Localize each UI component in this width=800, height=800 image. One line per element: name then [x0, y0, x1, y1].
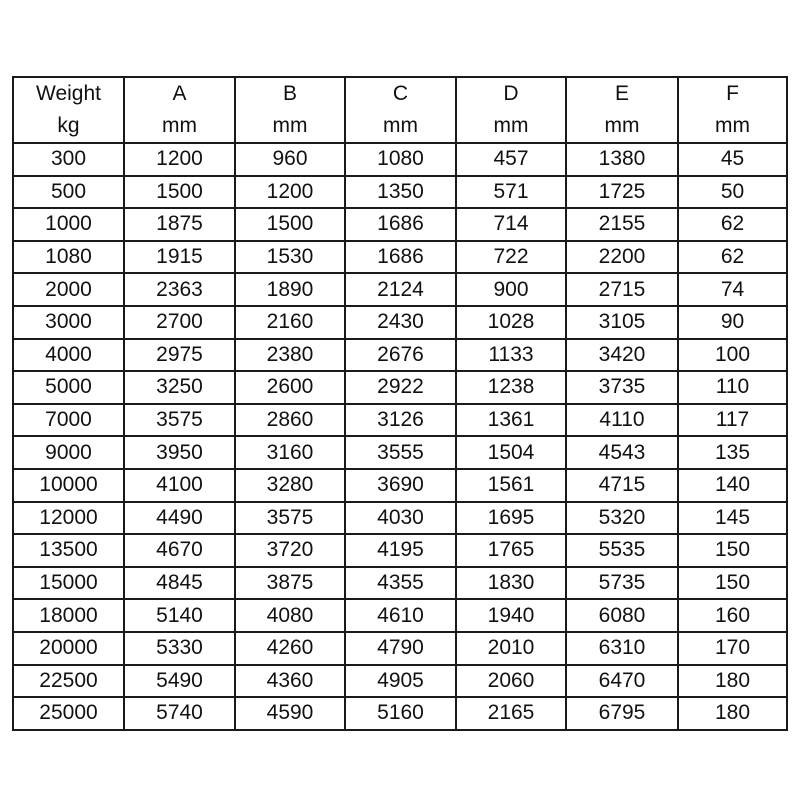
cell-c: 2124: [345, 273, 456, 306]
cell-c: 2676: [345, 339, 456, 372]
cell-c: 4610: [345, 599, 456, 632]
cell-a: 4670: [124, 534, 235, 567]
cell-weight: 20000: [13, 632, 124, 665]
header-label: B: [282, 82, 297, 105]
cell-b: 4360: [235, 665, 345, 698]
cell-c: 4355: [345, 567, 456, 600]
cell-d: 2010: [456, 632, 566, 665]
cell-weight: 2000: [13, 273, 124, 306]
cell-e: 6470: [566, 665, 678, 698]
cell-f: 140: [678, 469, 787, 502]
cell-d: 571: [456, 176, 566, 209]
cell-a: 5490: [124, 665, 235, 698]
table-row: [13, 241, 787, 274]
cell-b: 3720: [235, 534, 345, 567]
cell-b: 960: [235, 143, 345, 176]
cell-weight: 13500: [13, 534, 124, 567]
cell-f: 117: [678, 404, 787, 437]
cell-c: 4030: [345, 502, 456, 535]
cell-weight: 12000: [13, 502, 124, 535]
cell-d: 2165: [456, 697, 566, 730]
cell-d: 900: [456, 273, 566, 306]
table-row: [13, 665, 787, 698]
cell-e: 6080: [566, 599, 678, 632]
cell-a: 4100: [124, 469, 235, 502]
header-d: [456, 77, 566, 143]
cell-a: 3950: [124, 436, 235, 469]
table-row: [13, 339, 787, 372]
cell-d: 714: [456, 208, 566, 241]
header-unit: mm: [604, 114, 640, 137]
table-row: [13, 599, 787, 632]
table-row: [13, 273, 787, 306]
cell-b: 4080: [235, 599, 345, 632]
cell-weight: 7000: [13, 404, 124, 437]
cell-e: 3420: [566, 339, 678, 372]
cell-e: 2200: [566, 241, 678, 274]
cell-d: 2060: [456, 665, 566, 698]
cell-b: 1890: [235, 273, 345, 306]
cell-e: 4715: [566, 469, 678, 502]
cell-e: 5320: [566, 502, 678, 535]
cell-f: 135: [678, 436, 787, 469]
cell-a: 1200: [124, 143, 235, 176]
cell-e: 1380: [566, 143, 678, 176]
cell-e: 3735: [566, 371, 678, 404]
cell-e: 5535: [566, 534, 678, 567]
cell-f: 90: [678, 306, 787, 339]
cell-c: 4905: [345, 665, 456, 698]
header-weight: [13, 77, 124, 143]
cell-f: 50: [678, 176, 787, 209]
cell-d: 1504: [456, 436, 566, 469]
cell-f: 180: [678, 697, 787, 730]
cell-b: 3875: [235, 567, 345, 600]
table-row: [13, 404, 787, 437]
cell-f: 110: [678, 371, 787, 404]
header-label: C: [392, 82, 409, 105]
cell-a: 3575: [124, 404, 235, 437]
cell-b: 4260: [235, 632, 345, 665]
cell-e: 2155: [566, 208, 678, 241]
cell-d: 1561: [456, 469, 566, 502]
header-e: [566, 77, 678, 143]
cell-e: 2715: [566, 273, 678, 306]
cell-b: 2160: [235, 306, 345, 339]
cell-a: 2363: [124, 273, 235, 306]
header-unit: mm: [493, 114, 529, 137]
cell-weight: 15000: [13, 567, 124, 600]
cell-a: 3250: [124, 371, 235, 404]
cell-a: 1500: [124, 176, 235, 209]
dimension-table: [12, 76, 788, 731]
cell-c: 1080: [345, 143, 456, 176]
cell-e: 5735: [566, 567, 678, 600]
cell-d: 1830: [456, 567, 566, 600]
cell-d: 1695: [456, 502, 566, 535]
cell-f: 74: [678, 273, 787, 306]
cell-f: 100: [678, 339, 787, 372]
cell-c: 3555: [345, 436, 456, 469]
cell-c: 2430: [345, 306, 456, 339]
table-body: [13, 143, 787, 730]
cell-weight: 500: [13, 176, 124, 209]
cell-a: 2975: [124, 339, 235, 372]
header-unit: mm: [383, 114, 418, 137]
cell-a: 5140: [124, 599, 235, 632]
cell-weight: 1000: [13, 208, 124, 241]
cell-f: 160: [678, 599, 787, 632]
header-label: A: [172, 82, 187, 105]
table-row: [13, 502, 787, 535]
header-b: [235, 77, 345, 143]
cell-c: 2922: [345, 371, 456, 404]
cell-d: 1765: [456, 534, 566, 567]
cell-b: 2600: [235, 371, 345, 404]
cell-b: 1500: [235, 208, 345, 241]
cell-f: 170: [678, 632, 787, 665]
cell-f: 62: [678, 241, 787, 274]
cell-a: 4490: [124, 502, 235, 535]
cell-c: 4195: [345, 534, 456, 567]
table-header: [13, 77, 787, 143]
cell-b: 1200: [235, 176, 345, 209]
header-label: E: [614, 82, 629, 105]
table-row: [13, 632, 787, 665]
cell-f: 145: [678, 502, 787, 535]
cell-f: 150: [678, 534, 787, 567]
cell-weight: 300: [13, 143, 124, 176]
cell-d: 1361: [456, 404, 566, 437]
cell-b: 3575: [235, 502, 345, 535]
cell-a: 4845: [124, 567, 235, 600]
cell-f: 45: [678, 143, 787, 176]
cell-weight: 22500: [13, 665, 124, 698]
cell-f: 150: [678, 567, 787, 600]
table-row: [13, 469, 787, 502]
cell-b: 2380: [235, 339, 345, 372]
header-a: [124, 77, 235, 143]
cell-a: 5330: [124, 632, 235, 665]
header-unit: mm: [715, 114, 750, 137]
header-label: Weight: [36, 82, 101, 105]
header-f: [678, 77, 787, 143]
header-label: F: [726, 82, 739, 105]
header-row: [13, 77, 787, 143]
cell-weight: 5000: [13, 371, 124, 404]
cell-d: 1940: [456, 599, 566, 632]
cell-d: 457: [456, 143, 566, 176]
cell-weight: 25000: [13, 697, 124, 730]
cell-a: 5740: [124, 697, 235, 730]
cell-c: 5160: [345, 697, 456, 730]
cell-d: 1238: [456, 371, 566, 404]
cell-e: 4110: [566, 404, 678, 437]
table-row: [13, 208, 787, 241]
cell-b: 4590: [235, 697, 345, 730]
header-unit: mm: [272, 114, 308, 137]
cell-f: 62: [678, 208, 787, 241]
table-row: [13, 436, 787, 469]
cell-e: 6310: [566, 632, 678, 665]
header-unit: kg: [57, 114, 80, 137]
header-label: D: [503, 82, 519, 105]
cell-c: 4790: [345, 632, 456, 665]
cell-a: 1915: [124, 241, 235, 274]
cell-weight: 3000: [13, 306, 124, 339]
table-row: [13, 534, 787, 567]
cell-a: 1875: [124, 208, 235, 241]
cell-f: 180: [678, 665, 787, 698]
cell-e: 3105: [566, 306, 678, 339]
table-row: [13, 371, 787, 404]
cell-c: 3126: [345, 404, 456, 437]
cell-b: 2860: [235, 404, 345, 437]
cell-weight: 1080: [13, 241, 124, 274]
cell-b: 1530: [235, 241, 345, 274]
table-row: [13, 306, 787, 339]
cell-weight: 4000: [13, 339, 124, 372]
cell-d: 722: [456, 241, 566, 274]
cell-c: 3690: [345, 469, 456, 502]
cell-e: 6795: [566, 697, 678, 730]
cell-a: 2700: [124, 306, 235, 339]
cell-e: 4543: [566, 436, 678, 469]
cell-b: 3160: [235, 436, 345, 469]
header-unit: mm: [162, 114, 197, 137]
cell-d: 1028: [456, 306, 566, 339]
table-row: [13, 697, 787, 730]
header-c: [345, 77, 456, 143]
cell-c: 1686: [345, 241, 456, 274]
cell-e: 1725: [566, 176, 678, 209]
table-row: [13, 143, 787, 176]
table-row: [13, 176, 787, 209]
cell-c: 1686: [345, 208, 456, 241]
table-row: [13, 567, 787, 600]
cell-weight: 10000: [13, 469, 124, 502]
cell-d: 1133: [456, 339, 566, 372]
cell-weight: 18000: [13, 599, 124, 632]
cell-weight: 9000: [13, 436, 124, 469]
cell-b: 3280: [235, 469, 345, 502]
cell-c: 1350: [345, 176, 456, 209]
